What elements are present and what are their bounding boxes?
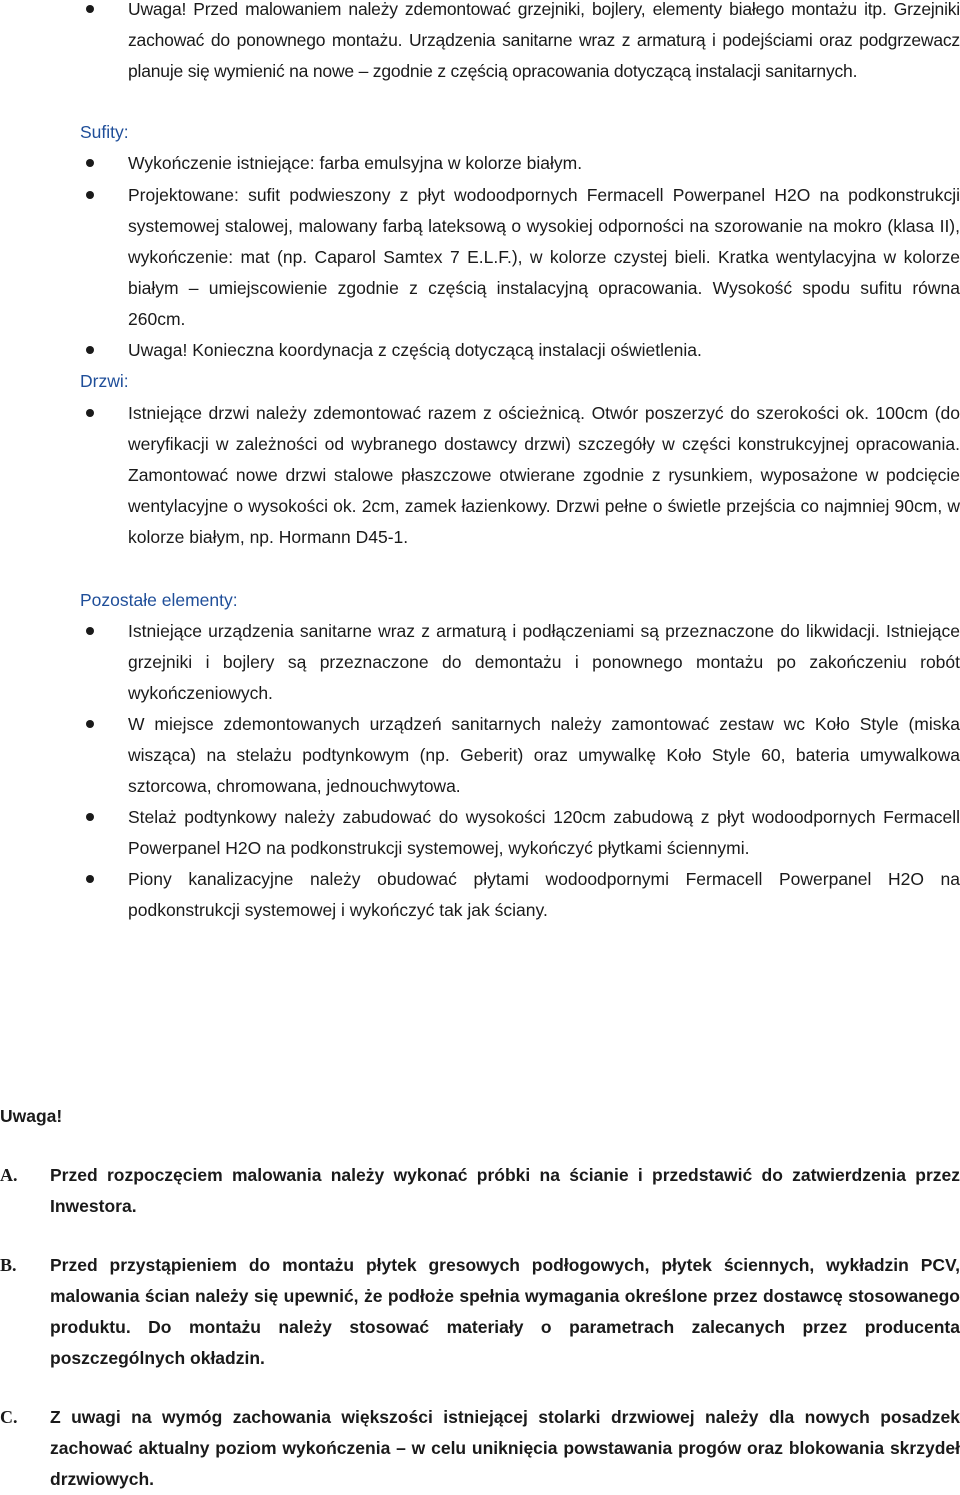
bullet-icon: [86, 409, 94, 417]
note-text: Przed rozpoczęciem malowania należy wykonać próbki na ścianie i przedstawić do zatwierdzenia przez Inwestora.: [50, 1165, 960, 1216]
note-text: Przed przystąpieniem do montażu płytek gresowych podłogowych, płytek ściennych, wykładzin PCV, malowania ścian należy się upewnić, że podłoże spełnia wymagania określone przez dostawcę stosowanego produktu. Do montażu należy stosować materiały o parametrach zalecanych przez producenta poszczególnych okładzin.: [50, 1255, 960, 1368]
bullet-icon: [86, 875, 94, 883]
list-item-text: Stelaż podtynkowy należy zabudować do wysokości 120cm zabudową z płyt wodoodpornych Fermacell Powerpanel H2O na podkonstrukcji systemowej, wykończyć płytkami ściennymi.: [128, 807, 960, 858]
list-item-pozostale-4: [128, 864, 960, 926]
list-item-sufity-3: [128, 335, 960, 366]
bullet-icon: [86, 813, 94, 821]
note-marker: C.: [0, 1407, 18, 1427]
section-heading-drzwi: Drzwi:: [80, 371, 129, 391]
list-item-drzwi-1: [128, 398, 960, 553]
bullet-icon: [86, 159, 94, 167]
note-marker: A.: [0, 1165, 18, 1185]
note-item-c: [0, 1402, 960, 1495]
list-item-text: Istniejące drzwi należy zdemontować razem z ościeżnicą. Otwór poszerzyć do szerokości ok. 100cm (do weryfikacji w zależności od wybranego dostawcy drzwi) szczegóły w części konstrukcyjnej opracowania. Zamontować nowe drzwi stalowe płaszczowe otwierane zgodnie z rysunkiem, wyposażone w podcięcie wentylacyjne o wysokości ok. 2cm, zamek łazienkowy. Drzwi pełne o świetle przejścia co najmniej 90cm, w kolorze białym, np. Hormann D45-1.: [128, 403, 960, 547]
section-heading-pozostale: Pozostałe elementy:: [80, 590, 238, 610]
bullet-icon: [86, 191, 94, 199]
list-item-text: Uwaga! Przed malowaniem należy zdemontować grzejniki, bojlery, elementy białego montażu itp. Grzejniki zachować do ponownego montażu. Urządzenia sanitarne wraz z armaturą i podejściami oraz podgrzewacz planuje się wymienić na nowe – zgodnie z częścią opracowania dotyczącą instalacji sanitarnych.: [128, 0, 960, 81]
list-item-uwaga-malowanie: [128, 0, 960, 87]
list-item-text: W miejsce zdemontowanych urządzeń sanitarnych należy zamontować zestaw wc Koło Style (miska wisząca) na stelażu podtynkowym (np. Geberit) oraz umywalkę Koło Style 60, bateria umywalkowa sztorcowa, chromowana, jednouchwytowa.: [128, 714, 960, 796]
list-item-pozostale-2: [128, 709, 960, 802]
list-item-text: Projektowane: sufit podwieszony z płyt wodoodpornych Fermacell Powerpanel H2O na podkonstrukcji systemowej stalowej, malowany farbą lateksową o wysokiej odporności na szorowanie na mokro (klasa II), wykończenie: mat (np. Caparol Samtex 7 E.L.F.), w kolorze czystej bieli. Kratka wentylacyjna w kolorze białym – umiejscowienie zgodnie z częścią instalacyjną opracowania. Wysokość spodu sufitu równa 260cm.: [128, 185, 960, 329]
notes-title: Uwaga!: [0, 1106, 63, 1126]
note-item-b: [0, 1250, 960, 1374]
list-item-text: Wykończenie istniejące: farba emulsyjna w kolorze białym.: [128, 153, 583, 173]
note-item-a: [0, 1160, 960, 1222]
bullet-icon: [86, 720, 94, 728]
section-heading-sufity: Sufity:: [80, 122, 129, 142]
list-item-sufity-1: [128, 148, 960, 179]
bullet-icon: [86, 346, 94, 354]
list-item-text: Piony kanalizacyjne należy obudować płytami wodoodpornymi Fermacell Powerpanel H2O na podkonstrukcji systemowej i wykończyć tak jak ściany.: [128, 869, 960, 920]
list-item-pozostale-3: [128, 802, 960, 864]
list-item-text: Istniejące urządzenia sanitarne wraz z armaturą i podłączeniami są przeznaczone do likwidacji. Istniejące grzejniki i bojlery są przeznaczone do demontażu i ponownego montażu po zakończeniu robót wykończeniowych.: [128, 621, 960, 703]
list-item-pozostale-1: [128, 616, 960, 709]
note-text: Z uwagi na wymóg zachowania większości istniejącej stolarki drzwiowej należy dla nowych posadzek zachować aktualny poziom wykończenia – w celu uniknięcia powstawania progów oraz blokowania skrzydeł drzwiowych.: [50, 1407, 960, 1489]
bullet-icon: [86, 5, 94, 13]
note-marker: B.: [0, 1255, 17, 1275]
bullet-icon: [86, 627, 94, 635]
list-item-sufity-2: [128, 180, 960, 335]
list-item-text: Uwaga! Konieczna koordynacja z częścią dotyczącą instalacji oświetlenia.: [128, 340, 702, 360]
